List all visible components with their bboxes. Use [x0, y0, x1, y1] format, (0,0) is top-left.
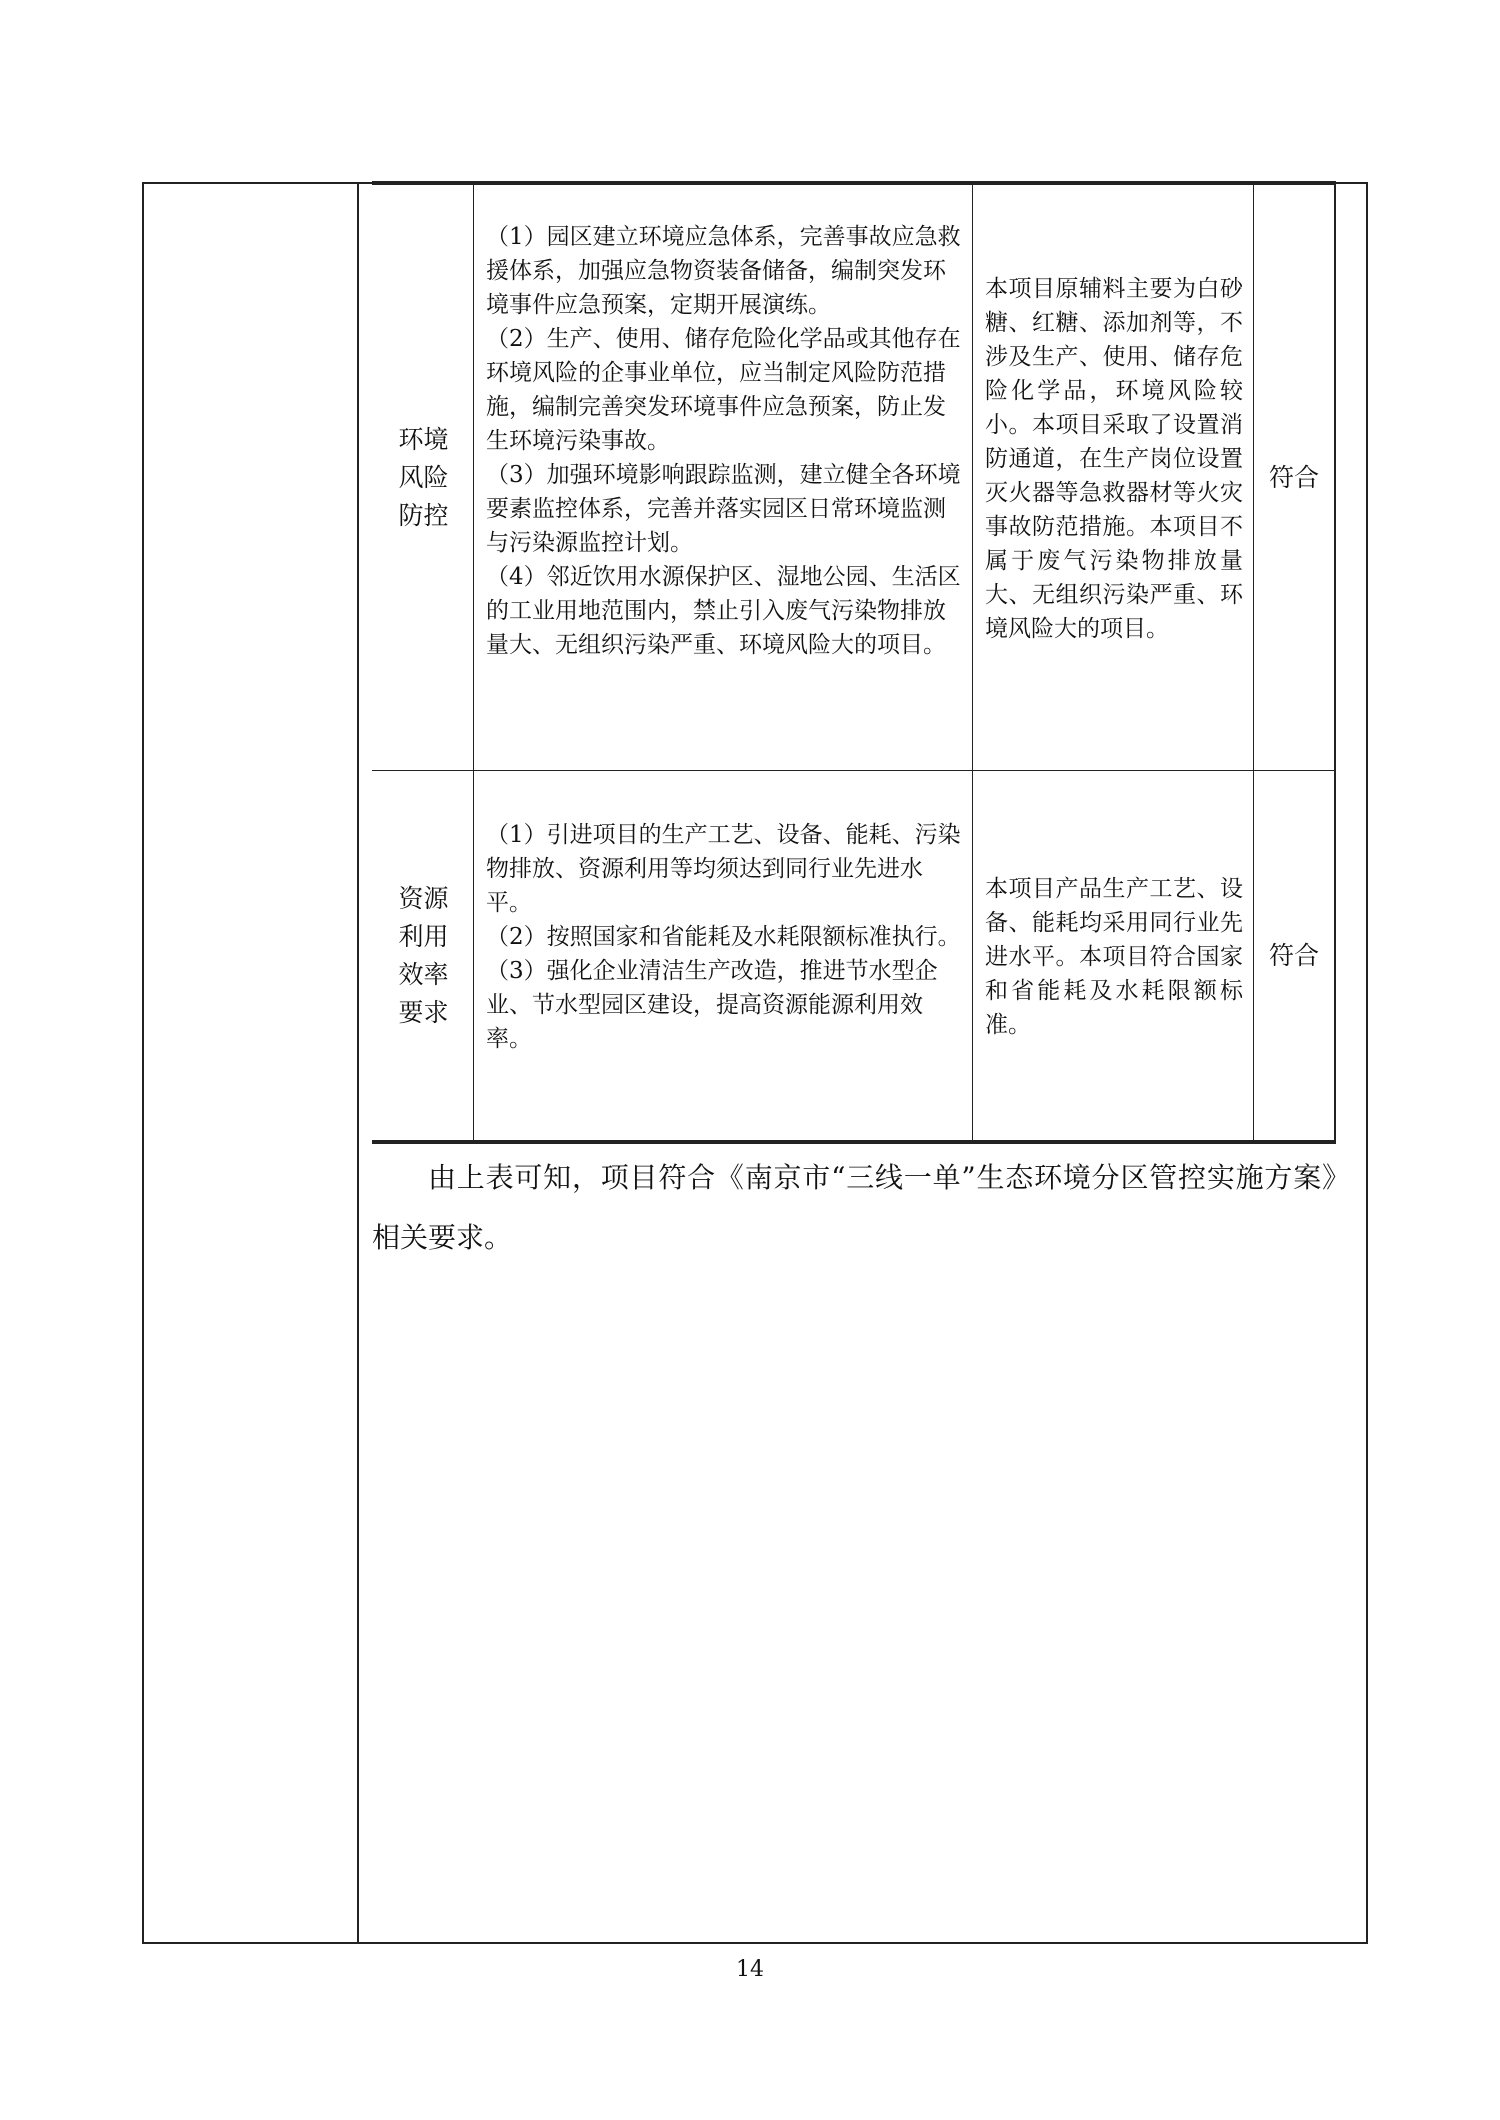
inner-table-bottom-border [372, 1140, 1336, 1144]
inner-row-divider [372, 770, 1336, 771]
inner-table-right-border [1334, 182, 1336, 1142]
requirement-item: （2）按照国家和省能耗及水耗限额标准执行。 [486, 924, 961, 950]
category-label: 资源利用效率要求 [398, 883, 449, 1027]
inner-col-divider-2 [972, 182, 973, 1142]
category-label: 环境风险防控 [398, 425, 449, 530]
inner-table-top-border [372, 181, 1336, 185]
analysis-cell-env-risk: 本项目原辅料主要为白砂糖、红糖、添加剂等，不涉及生产、使用、储存危险化学品，环境风险较小。本项目采取了设置消防通道，在生产岗位设置灭火器等急救器材等火灾事故防范措施。本项目不属于废气污染物排放量大、无组织污染严重、环境风险大的项目。 [985, 276, 1243, 642]
row-category-env-risk [374, 186, 473, 770]
requirement-item: （1）引进项目的生产工艺、设备、能耗、污染物排放、资源利用等均须达到同行业先进水平。 [486, 822, 961, 916]
row-category-resource [374, 771, 473, 1140]
conclusion-paragraph: 由上表可知，项目符合《南京市“三线一单”生态环境分区管控实施方案》相关要求。 [372, 1161, 1350, 1254]
inner-col-divider-1 [473, 182, 474, 1142]
outer-column-divider [357, 182, 359, 1944]
page-number: 14 [736, 1957, 764, 1982]
requirement-item: （1）园区建立环境应急体系，完善事故应急救援体系，加强应急物资装备储备，编制突发环境事件应急预案，定期开展演练。 [486, 224, 961, 318]
requirement-item: （3）加强环境影响跟踪监测，建立健全各环境要素监控体系，完善并落实园区日常环境监测与污染源监控计划。 [486, 462, 961, 556]
requirement-item: （2）生产、使用、储存危险化学品或其他存在环境风险的企事业单位，应当制定风险防范措施，编制完善突发环境事件应急预案，防止发生环境污染事故。 [486, 326, 961, 454]
verdict-cell-env-risk: 符合 [1268, 463, 1319, 492]
verdict-cell-resource: 符合 [1268, 940, 1319, 970]
requirement-item: （4）邻近饮用水源保护区、湿地公园、生活区的工业用地范围内，禁止引入废气污染物排放量大、无组织污染严重、环境风险大的项目。 [486, 564, 961, 658]
requirements-cell-resource [486, 818, 962, 1056]
analysis-cell-resource: 本项目产品生产工艺、设备、能耗均采用同行业先进水平。本项目符合国家和省能耗及水耗限额标准。 [985, 876, 1243, 1038]
requirements-cell-env-risk [486, 220, 962, 662]
requirement-item: （3）强化企业清洁生产改造，推进节水型企业、节水型园区建设，提高资源能源利用效率。 [486, 958, 938, 1052]
